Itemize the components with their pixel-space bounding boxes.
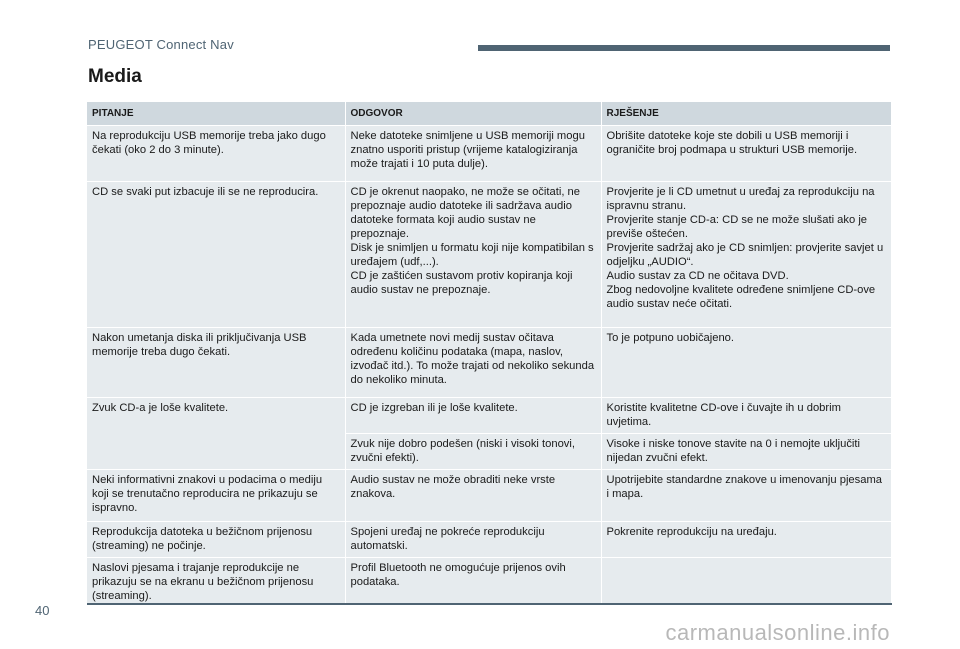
answer-cell: Zvuk nije dobro podešen (niski i visoki tonovi, zvučni efekti). <box>345 434 601 470</box>
column-header-solution: RJEŠENJE <box>601 102 891 126</box>
solution-cell: Provjerite je li CD umetnut u uređaj za reprodukciju na ispravnu stranu. Provjerite stanje CD-a: CD se ne može slušati ako je previše oštećen. Provjerite sadržaj ako je CD snimljen: provjerite savjet u odjeljku „AUDIO“. Audio sustav za CD ne očitava DVD. Zbog nedovoljne kvalitete određene snimljene CD-ove audio sustav neće očitati. <box>601 182 891 328</box>
solution-cell: Obrišite datoteke koje ste dobili u USB memoriji i ograničite broj podmapa u strukturi USB memorije. <box>601 126 891 182</box>
table-row <box>87 558 891 605</box>
document-header-title: PEUGEOT Connect Nav <box>88 37 234 52</box>
answer-cell: Spojeni uređaj ne pokreće reprodukciju automatski. <box>345 522 601 558</box>
table-row <box>87 522 891 558</box>
question-cell: Naslovi pjesama i trajanje reprodukcije ne prikazuju se na ekranu u bežičnom prijenosu (streaming). <box>87 558 345 605</box>
question-cell: Nakon umetanja diska ili priključivanja USB memorije treba dugo čekati. <box>87 328 345 398</box>
answer-cell: Profil Bluetooth ne omogućuje prijenos ovih podataka. <box>345 558 601 605</box>
column-header-answer: ODGOVOR <box>345 102 601 126</box>
page-number: 40 <box>35 603 50 618</box>
troubleshooting-table <box>87 102 892 605</box>
solution-cell: Upotrijebite standardne znakove u imenovanju pjesama i mapa. <box>601 470 891 522</box>
question-cell: CD se svaki put izbacuje ili se ne reproducira. <box>87 182 345 328</box>
table-row <box>87 328 891 398</box>
question-cell: Zvuk CD-a je loše kvalitete. <box>87 398 345 470</box>
solution-cell: Pokrenite reprodukciju na uređaju. <box>601 522 891 558</box>
table-header-row <box>87 102 891 126</box>
answer-cell: CD je izgreban ili je loše kvalitete. <box>345 398 601 434</box>
header-accent-bar <box>478 45 890 51</box>
section-title: Media <box>88 66 142 87</box>
solution-cell: Koristite kvalitetne CD-ove i čuvajte ih u dobrim uvjetima. <box>601 398 891 434</box>
question-cell: Na reprodukciju USB memorije treba jako dugo čekati (oko 2 do 3 minute). <box>87 126 345 182</box>
table-row <box>87 126 891 182</box>
question-cell: Neki informativni znakovi u podacima o mediju koji se trenutačno reproducira ne prikazuju se ispravno. <box>87 470 345 522</box>
question-cell: Reprodukcija datoteka u bežičnom prijenosu (streaming) ne počinje. <box>87 522 345 558</box>
answer-cell: CD je okrenut naopako, ne može se očitati, ne prepoznaje audio datoteke ili sadržava audio datoteke formata koji audio sustav ne prepoznaje. Disk je snimljen u formatu koji nije kompatibilan s uređajem (udf,...). CD je zaštićen sustavom protiv kopiranja koji audio sustav ne prepoznaje. <box>345 182 601 328</box>
table-row <box>87 182 891 328</box>
solution-cell: Visoke i niske tonove stavite na 0 i nemojte uključiti nijedan zvučni efekt. <box>601 434 891 470</box>
answer-cell: Kada umetnete novi medij sustav očitava određenu količinu podataka (mapa, naslov, izvođač itd.). To može trajati od nekoliko sekunda do nekoliko minuta. <box>345 328 601 398</box>
table-row <box>87 470 891 522</box>
solution-cell: To je potpuno uobičajeno. <box>601 328 891 398</box>
answer-cell: Neke datoteke snimljene u USB memoriji mogu znatno usporiti pristup (vrijeme katalogiziranja može trajati i 10 puta dulje). <box>345 126 601 182</box>
answer-cell: Audio sustav ne može obraditi neke vrste znakova. <box>345 470 601 522</box>
table-row <box>87 398 891 434</box>
solution-cell <box>601 558 891 605</box>
column-header-question: PITANJE <box>87 102 345 126</box>
watermark: carmanualsonline.info <box>665 620 890 645</box>
